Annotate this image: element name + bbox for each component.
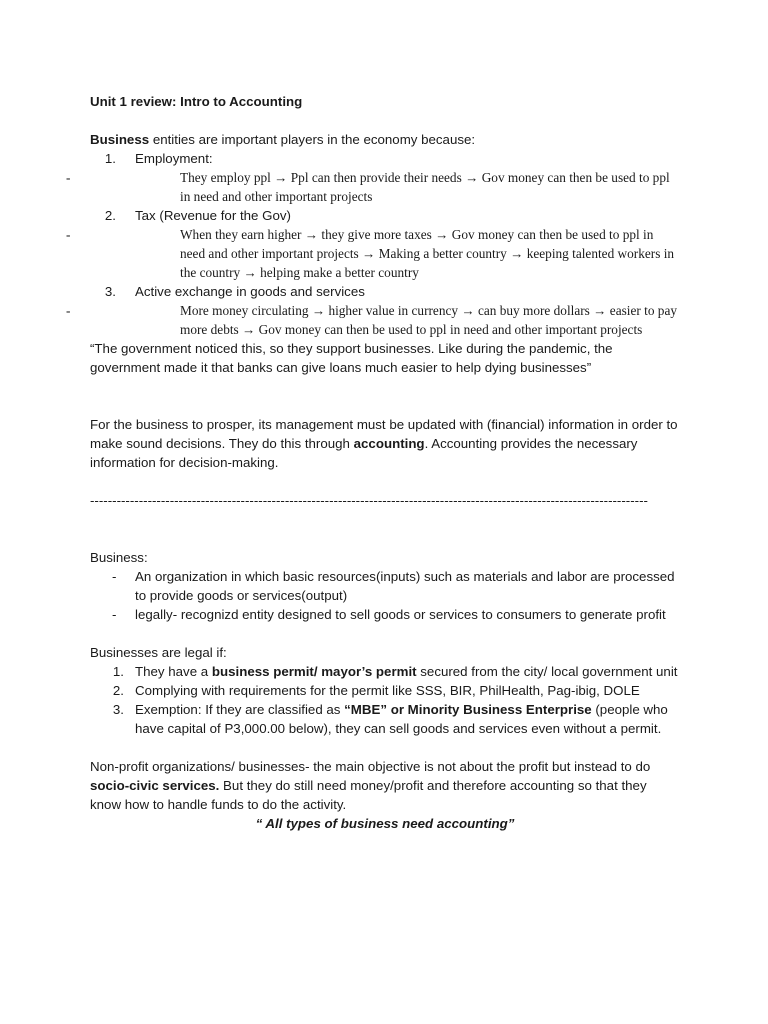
reason-detail-text: They employ ppl → Ppl can then provide their needs → Gov money can then be used to ppl in need and other important projects: [180, 170, 670, 204]
legal-pre: Exemption: If they are classified as: [135, 702, 345, 717]
business-definitions: [90, 567, 680, 624]
legal-number: 1.: [112, 664, 124, 679]
reason-label: Active exchange in goods and services: [135, 284, 365, 299]
dash-bullet: -: [112, 607, 117, 622]
prosper-bold: accounting: [353, 436, 425, 451]
definition-item: [112, 605, 680, 624]
reason-number: 1.: [104, 151, 116, 166]
dash-bullet: -: [66, 170, 71, 185]
closing-quote: “ All types of business need accounting”: [255, 816, 515, 831]
prosper-post: . Accounting provides the necessary information for decision-making.: [90, 436, 638, 470]
legal-post: secured from the city/ local government unit: [416, 664, 678, 679]
government-quote: “The government noticed this, so they support businesses. Like during the pandemic, the government made it that banks can give loans much easier to help dying businesses”: [90, 341, 613, 375]
legal-post: (people who have capital of P3,000.00 below), they can sell goods and services even without a permit.: [135, 702, 668, 736]
legal-item: [90, 700, 680, 738]
reason-detail-text: More money circulating → higher value in currency → can buy more dollars → easier to pay more debts → Gov money can then be used to ppl in need and other important projects: [180, 303, 677, 337]
reason-detail: [66, 225, 680, 282]
document-title: Unit 1 review: Intro to Accounting: [90, 94, 303, 109]
legal-bold: “MBE” or Minority Business Enterprise: [344, 702, 592, 717]
reason-number: 2.: [104, 208, 116, 223]
reason-detail-text: When they earn higher → they give more taxes → Gov money can then be used to ppl in need and other important projects → Making a better country → keeping talented workers in the country → helping make a better country: [180, 227, 675, 280]
prosper-paragraph: [90, 415, 680, 472]
dash-bullet: -: [112, 569, 117, 584]
reason-item: [90, 149, 680, 168]
legal-pre: They have a: [135, 664, 212, 679]
dash-bullet: -: [66, 303, 71, 318]
legal-number: 2.: [112, 683, 124, 698]
reason-detail: [66, 301, 680, 339]
legal-number: 3.: [112, 702, 124, 717]
legal-conditions: [90, 662, 680, 738]
intro-bold: Business: [90, 132, 150, 147]
legal-item: [90, 662, 680, 681]
dashed-divider: ------------------------------------------------------------------------------------------------------------------------------: [90, 493, 648, 508]
dash-bullet: -: [66, 227, 71, 242]
legal-bold: business permit/ mayor’s permit: [211, 664, 417, 679]
legal-heading: Businesses are legal if:: [90, 645, 227, 660]
legal-item: [90, 681, 680, 700]
reason-item: [90, 282, 680, 301]
nonprofit-pre: Non-profit organizations/ businesses- the main objective is not about the profit but instead to do: [90, 759, 651, 774]
reason-number: 3.: [104, 284, 116, 299]
reason-item: [90, 206, 680, 225]
intro-line: [90, 130, 680, 149]
definition-text: An organization in which basic resources(inputs) such as materials and labor are processed to provide goods or services(output): [135, 569, 675, 603]
prosper-pre: For the business to prosper, its management must be updated with (financial) information in order to make sound decisions. They do this through: [90, 417, 678, 451]
business-heading: Business:: [90, 550, 148, 565]
nonprofit-paragraph: [90, 757, 680, 814]
reason-label: Employment:: [135, 151, 213, 166]
definition-text: legally- recognizd entity designed to sell goods or services to consumers to generate profit: [135, 607, 666, 622]
reason-detail: [66, 168, 680, 206]
definition-item: [112, 567, 680, 605]
nonprofit-bold: socio-civic services.: [90, 778, 220, 793]
document-page: [66, 92, 680, 833]
intro-rest: entities are important players in the economy because:: [149, 132, 476, 147]
nonprofit-post: But they do still need money/profit and therefore accounting so that they know how to handle funds to do the activity.: [90, 778, 647, 812]
reason-label: Tax (Revenue for the Gov): [135, 208, 291, 223]
legal-pre: Complying with requirements for the permit like SSS, BIR, PhilHealth, Pag-ibig, DOLE: [135, 683, 640, 698]
